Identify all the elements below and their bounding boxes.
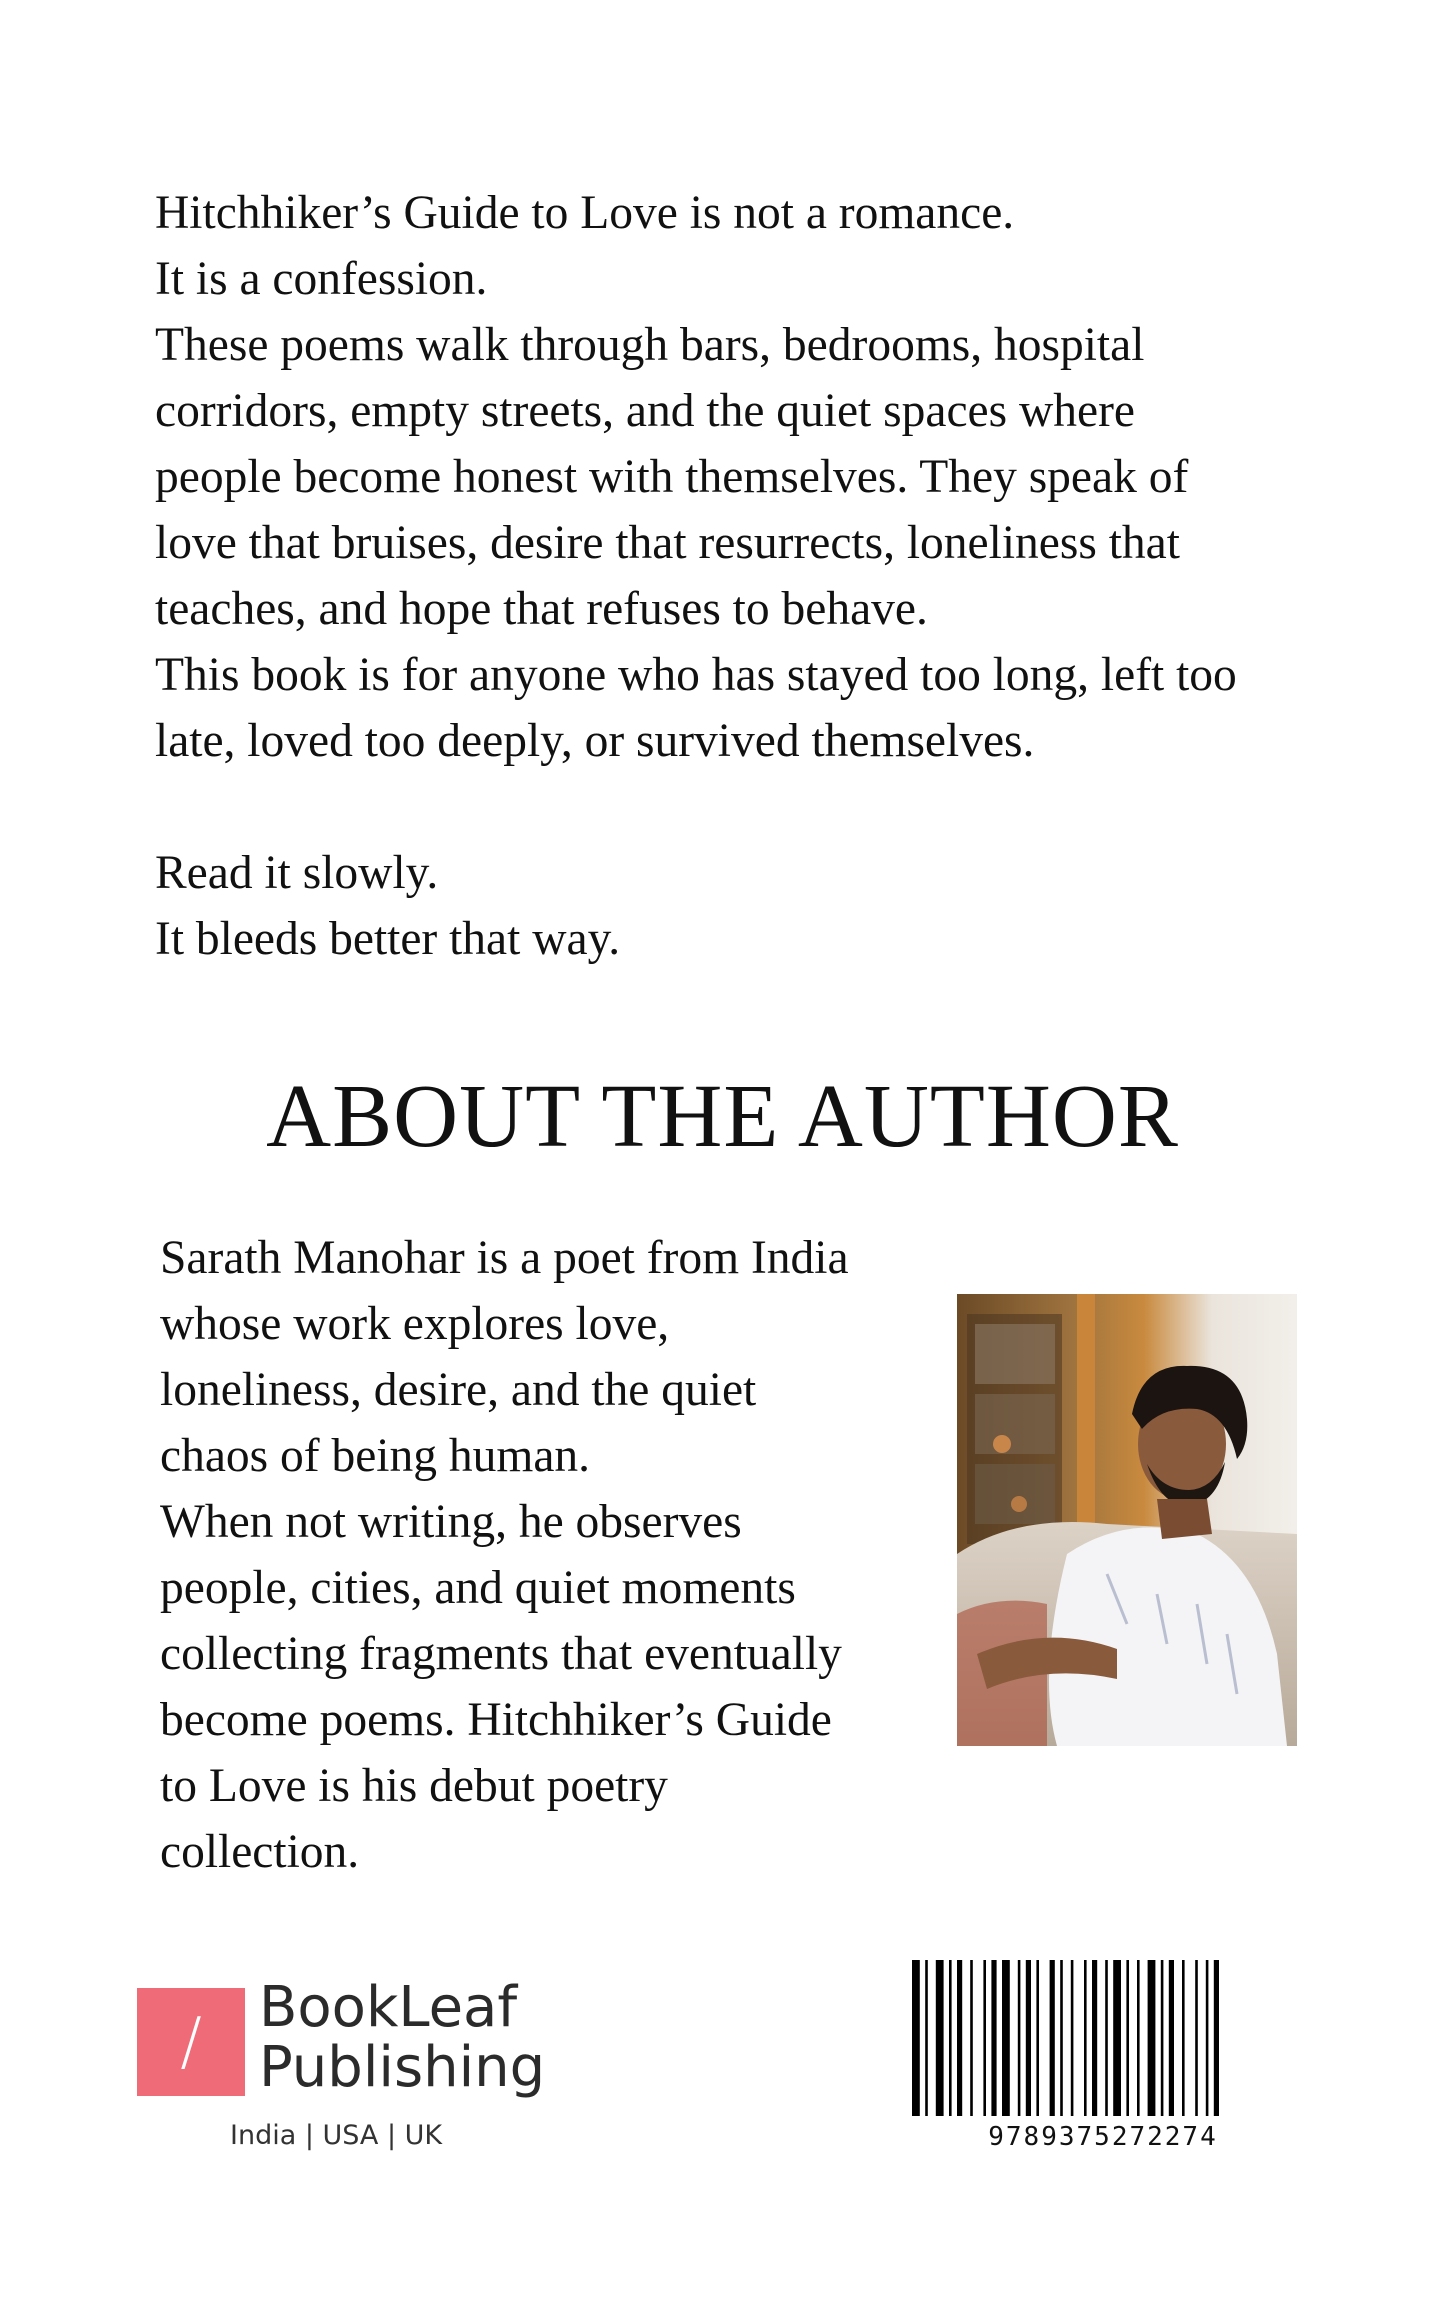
barcode-bar	[1169, 1960, 1174, 2116]
bio-line: Sarath Manohar is a poet from India	[160, 1232, 849, 1284]
publisher-name	[259, 1975, 546, 2100]
bio-line: become poems. Hitchhiker’s Guide	[160, 1694, 832, 1746]
barcode-bar	[1018, 1960, 1021, 2116]
barcode-bar	[1206, 1960, 1209, 2116]
blurb-line: It is a confession.	[155, 253, 488, 305]
barcode-bar	[1126, 1960, 1129, 2116]
isbn-barcode	[910, 1960, 1296, 2116]
barcode-bar	[1050, 1960, 1055, 2116]
barcode-bar	[991, 1960, 996, 2116]
blurb-line: people become honest with themselves. They speak of	[155, 451, 1189, 503]
barcode-bar	[1148, 1960, 1156, 2116]
barcode-bar	[1071, 1960, 1074, 2116]
bio-line: collecting fragments that eventually	[160, 1628, 842, 1680]
about-author-heading: ABOUT THE AUTHOR	[266, 1067, 1179, 1166]
bio-line: people, cities, and quiet moments	[160, 1562, 796, 1614]
barcode-bar	[1105, 1960, 1108, 2116]
barcode-bar	[970, 1960, 973, 2116]
bio-line: loneliness, desire, and the quiet	[160, 1364, 757, 1416]
publisher-mark: /	[137, 1988, 245, 2096]
bio-line: whose work explores love,	[160, 1298, 670, 1350]
barcode-bar	[1084, 1960, 1087, 2116]
barcode-bar	[1026, 1960, 1031, 2116]
barcode-bar	[1113, 1960, 1121, 2116]
isbn-number: 9789375272274	[988, 2122, 1218, 2152]
author-photo	[957, 1294, 1297, 1746]
bio-line: collection.	[160, 1826, 360, 1878]
barcode-bar	[1036, 1960, 1039, 2116]
barcode-bar	[1182, 1960, 1185, 2116]
back-cover-blurb	[155, 180, 1355, 972]
blurb-line: teaches, and hope that refuses to behave.	[155, 583, 928, 635]
blurb-line: late, loved too deeply, or survived themselves.	[155, 715, 1035, 767]
barcode-bar	[983, 1960, 986, 2116]
publisher-name-line2: Publishing	[259, 2035, 546, 2100]
blurb-line: love that bruises, desire that resurrects, loneliness that	[155, 517, 1180, 569]
barcode-bar	[936, 1960, 944, 2116]
barcode-bar	[1092, 1960, 1097, 2116]
blurb-line: This book is for anyone who has stayed too long, left too	[155, 649, 1237, 701]
barcode-bar	[1195, 1960, 1198, 2116]
barcode-bar	[949, 1960, 952, 2116]
blurb-line: It bleeds better that way.	[155, 913, 621, 965]
publisher-logo	[137, 1975, 557, 2168]
bio-line: chaos of being human.	[160, 1430, 591, 1482]
blurb-line: Hitchhiker’s Guide to Love is not a romance.	[155, 187, 1015, 239]
publisher-name-line1: BookLeaf	[259, 1975, 518, 2040]
blurb-line: Read it slowly.	[155, 847, 439, 899]
blurb-line: These poems walk through bars, bedrooms, hospital	[155, 319, 1145, 371]
blurb-line: corridors, empty streets, and the quiet spaces where	[155, 385, 1136, 437]
bio-line: to Love is his debut poetry	[160, 1760, 668, 1812]
barcode-bar	[957, 1960, 962, 2116]
barcode-bar	[925, 1960, 928, 2116]
barcode-bar	[1161, 1960, 1164, 2116]
author-bio	[160, 1225, 920, 1885]
barcode-bar	[1002, 1960, 1010, 2116]
paragraph-gap	[155, 774, 1355, 840]
barcode-bar	[1137, 1960, 1140, 2116]
barcode-bar	[1060, 1960, 1063, 2116]
publisher-locations: India | USA | UK	[230, 2120, 443, 2151]
bio-line: When not writing, he observes	[160, 1496, 742, 1548]
barcode-bar	[912, 1960, 920, 2116]
barcode-bar	[1214, 1960, 1219, 2116]
